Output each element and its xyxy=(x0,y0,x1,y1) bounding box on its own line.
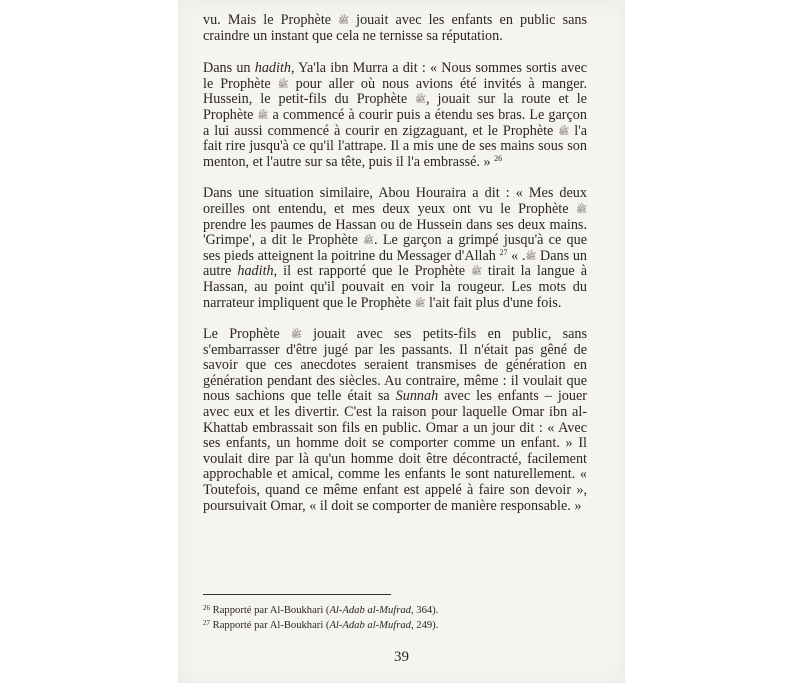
paragraph-1 xyxy=(203,13,587,44)
text-run: l'a fait rire jusqu'à ce qu'il l'attrape. Il a mis une de ses mains sous son menton, et l'autre sur sa tête, puis il l'a embrassé. » xyxy=(203,122,587,170)
text-run: . » xyxy=(507,247,526,264)
honorific-icon: ﷺ xyxy=(471,266,482,277)
footnote-27 xyxy=(203,617,587,632)
footnote-title: Al-Adab al-Mufrad xyxy=(329,620,411,632)
honorific-icon: ﷺ xyxy=(525,250,537,261)
text-run: Dans un autre xyxy=(203,247,588,280)
text-run: prendre les paumes de Hassan ou de Hussein dans ses deux mains. 'Grimpe', a dit le Prophète xyxy=(203,216,587,249)
honorific-icon: ﷺ xyxy=(291,329,302,340)
text-run: , jouait sur la route et le Prophète xyxy=(203,91,587,123)
text-run: Dans une situation similaire, Abou Houraira a dit : « Mes deux oreilles ont entendu, et mes deux yeux ont vu le Prophète xyxy=(203,185,587,217)
footnote-tail: , 364). xyxy=(410,605,439,616)
page-number: 39 xyxy=(394,649,409,665)
paragraph-4 xyxy=(203,327,587,514)
italic-term: hadith xyxy=(237,263,274,280)
footnote-26 xyxy=(203,602,587,617)
text-run: . Le garçon a grimpé jusqu'à ce que ses pieds atteignent la poitrine du Messager d'Allah xyxy=(203,232,587,264)
honorific-icon: ﷺ xyxy=(257,109,269,120)
text-run: vu. Mais le Prophète xyxy=(203,12,339,28)
text-run: a commencé à courir puis a étendu ses bras. Le garçon a lui aussi commencé à courir en zigzaguant, et le Prophète xyxy=(203,106,587,139)
text-run: jouait avec les enfants en public sans craindre un instant que cela ne ternisse sa réputation. xyxy=(203,12,587,44)
footnote-text: Rapporté par Al-Boukhari ( xyxy=(212,620,330,632)
honorific-icon: ﷺ xyxy=(363,235,375,246)
text-run: , il est rapporté que le Prophète xyxy=(273,263,472,280)
footnote-number: 26 xyxy=(203,604,210,612)
honorific-icon: ﷺ xyxy=(277,78,289,89)
footnote-ref-27: 27 xyxy=(499,247,508,257)
footnote-divider xyxy=(203,594,391,595)
footnote-text: Rapporté par Al-Boukhari ( xyxy=(212,605,330,616)
text-run: Le Prophète xyxy=(203,326,291,343)
text-run: avec les enfants – jouer avec eux et les divertir. C'est la raison pour laquelle Omar ibn al-Khattab embrassait son fils en public. Omar a un jour dit : « Avec ses enfants, un homme doit se comporter comme un enfant. » Il voulait dire par là qu'un homme doit être décontracté, facilement approchable et amical, comme les enfants le sont naturellement. « Toutefois, quand ce même enfant est appelé à faire son devoir », poursuivait Omar, « il doit se comporter de manière responsable. » xyxy=(203,388,587,514)
text-run: Dans un xyxy=(203,60,255,77)
text-run: jouait avec ses petits-fils en public, sans s'embarrasser d'être jugé par les passants. Il n'était pas gêné de savoir que ces anecdotes seraient transmises de génération en génération pendant des siècles. Au contraire, même : il voulait que nous sachions que telle était sa xyxy=(203,326,587,405)
body-text xyxy=(203,13,587,530)
footnote-tail: , 249). xyxy=(410,620,439,632)
text-run: tirait la langue à Hassan, au point qu'il pouvait en voir la rougeur. Les mots du narrateur impliquent que le Prophète xyxy=(203,263,587,311)
honorific-icon: ﷺ xyxy=(414,297,426,308)
honorific-icon: ﷺ xyxy=(558,125,570,136)
honorific-icon: ﷺ xyxy=(576,203,587,214)
honorific-icon: ﷺ xyxy=(415,94,426,105)
italic-term: Sunnah xyxy=(395,388,439,405)
honorific-icon: ﷺ xyxy=(338,15,350,25)
text-run: pour aller où nous avions été invités à manger. Hussein, le petit-fils du Prophète xyxy=(203,75,587,108)
text-run: l'ait fait plus d'une fois. xyxy=(425,294,562,311)
text-run: , Ya'la ibn Murra a dit : « Nous sommes sortis avec le Prophète xyxy=(203,60,587,92)
italic-term: hadith xyxy=(254,60,291,77)
footnote-ref-26: 26 xyxy=(494,153,503,163)
footnotes xyxy=(203,602,587,633)
paragraph-2 xyxy=(203,61,587,170)
footnote-title: Al-Adab al-Mufrad xyxy=(329,605,411,616)
footnote-number: 27 xyxy=(203,619,210,628)
book-page xyxy=(178,0,625,683)
paragraph-3 xyxy=(203,186,587,311)
